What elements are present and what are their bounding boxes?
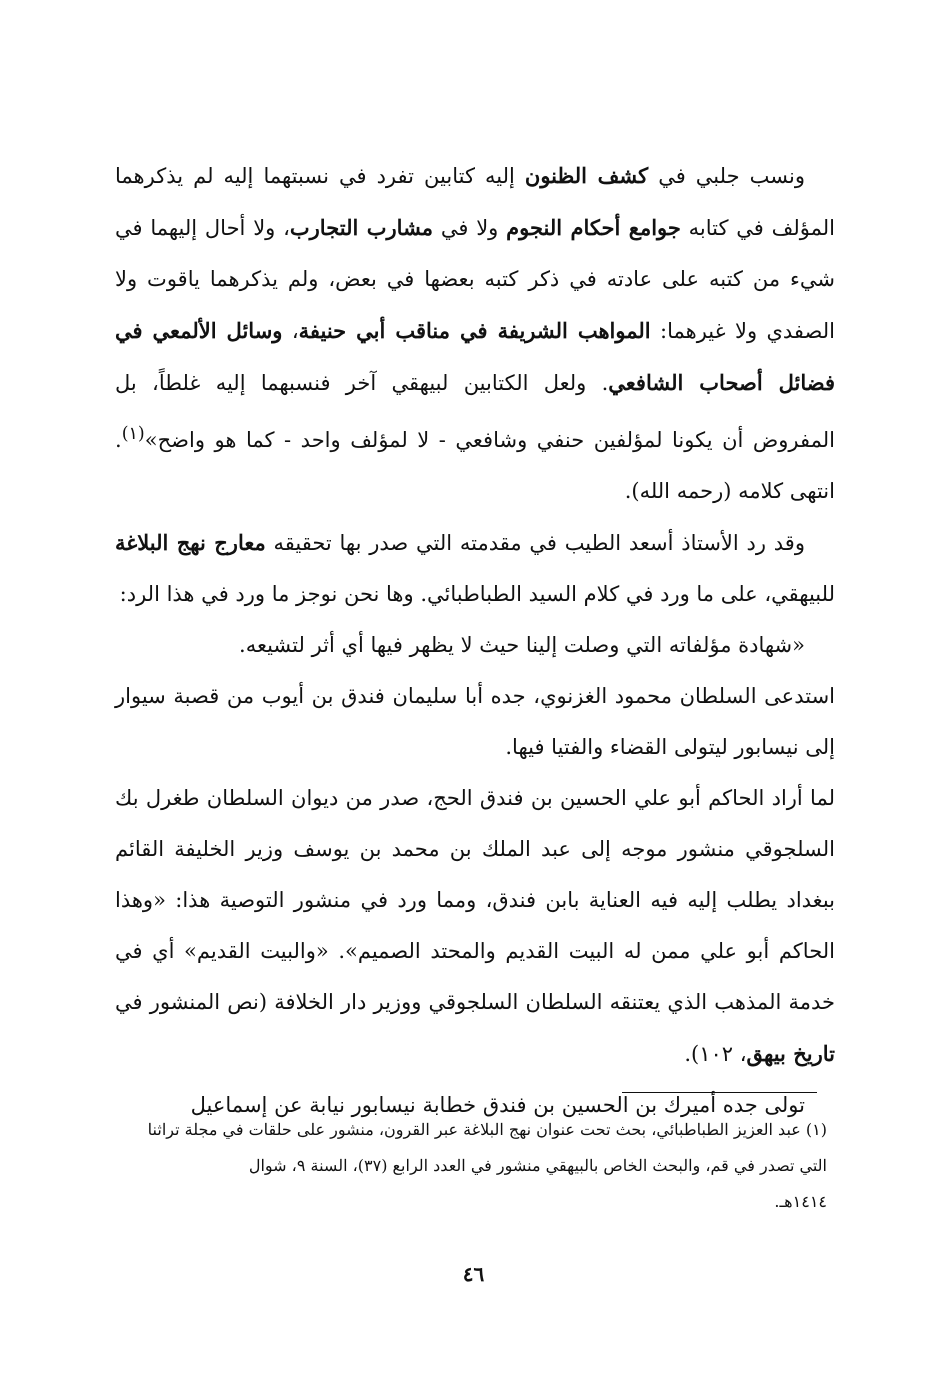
paragraph-2 [115, 517, 835, 620]
paragraph-1 [115, 150, 835, 517]
text-run: ولا في [433, 216, 507, 240]
book-title: وسائل الألمعي في فضائل أصحاب الشافعي [115, 318, 836, 395]
book-title: جوامع أحكام النجوم [506, 215, 681, 240]
footnote-line: (١) عبد العزيز الطباطبائي، بحث تحت عنوان نهج البلاغة عبر القرون، منشور على حلقات في مجلة تراثنا [147, 1120, 827, 1139]
book-title: معارج نهج البلاغة [115, 530, 266, 555]
paragraph-3: «شهادة مؤلفاته التي وصلت إلينا حيث لا يظهر فيها أي أثر لتشيعه. [239, 633, 805, 657]
text-run: للبيهقي، على ما ورد في كلام السيد الطباطبائي. وها نحن نوجز ما ورد في هذا الرد: [119, 582, 835, 606]
text-run: . ولعل الكتابين لبيهقي آخر فنسبهما إليه غلطاً، بل المفروض أن يكونا لمؤلفين حنفي وشافعي - لا لمؤلف واحد - كما هو واضح» [115, 371, 835, 452]
text-run: . انتهى كلامه (رحمه الله). [115, 428, 835, 503]
book-title: المواهب الشريفة في مناقب أبي حنيفة [298, 318, 651, 343]
text-run: لما أراد الحاكم أبو علي الحسين بن فندق الحج، صدر من ديوان السلطان طغرل بك السلجوقي منشور موجه إلى عبد الملك بن محمد بن يوسف وزير الخليفة القائم ببغداد يطلب إليه فيه العناية بابن فندق، ومما ورد في منشور التوصية هذا: «وهذا الحاكم أبو علي ممن له البيت القديم والمحتد الصميم». «والبيت القديم» أي في خدمة المذهب الذي يعتنقه السلطان السلجوقي ووزير دار الخلافة (نص المنشور في [115, 786, 835, 1014]
main-text [115, 150, 835, 1131]
footnote-reference: (١) [121, 424, 145, 444]
book-title: تاريخ بيهق [746, 1041, 835, 1066]
footnote-divider [622, 1092, 817, 1093]
paragraph-5 [115, 773, 835, 1080]
text-run: ، ولا أحال إليهما في شيء من كتبه على عادته في ذكر كتبه بعضها في بعض، ولم يذكرهما ياقوت ولا الصفدي ولا غيرهما: [115, 216, 835, 343]
book-title: مشارب التجارب [289, 215, 434, 240]
page-number: ٤٦ [462, 1262, 485, 1286]
text-run: وقد رد الأستاذ أسعد الطيب في مقدمته التي صدر بها تحقيقه [265, 531, 805, 555]
text-run: ، ١٠٢). [684, 1042, 747, 1066]
paragraph-4: استدعى السلطان محمود الغزنوي، جده أبا سليمان فندق بن أيوب من قصبة سيوار إلى نيسابور ليتولى القضاء والفتيا فيها. [115, 684, 835, 759]
footnote-line: التي تصدر في قم، والبحث الخاص بالبيهقي منشور في العدد الرابع (٣٧)، السنة ٩، شوال [248, 1156, 827, 1175]
text-run: ونسب جلبي في [648, 164, 805, 188]
text-run: ، [282, 319, 299, 343]
text-run: إليه كتابين تفرد في نسبتهما إليه لم يذكرهما المؤلف في كتابه [115, 164, 836, 240]
book-title: كشف الظنون [524, 163, 649, 188]
footnote-line: ١٤١٤هـ. [774, 1192, 827, 1211]
paragraph-6: تولى جده أميرك بن الحسين بن فندق خطابة نيسابور نيابة عن إسماعيل [190, 1093, 805, 1117]
footnotes [115, 1112, 827, 1220]
